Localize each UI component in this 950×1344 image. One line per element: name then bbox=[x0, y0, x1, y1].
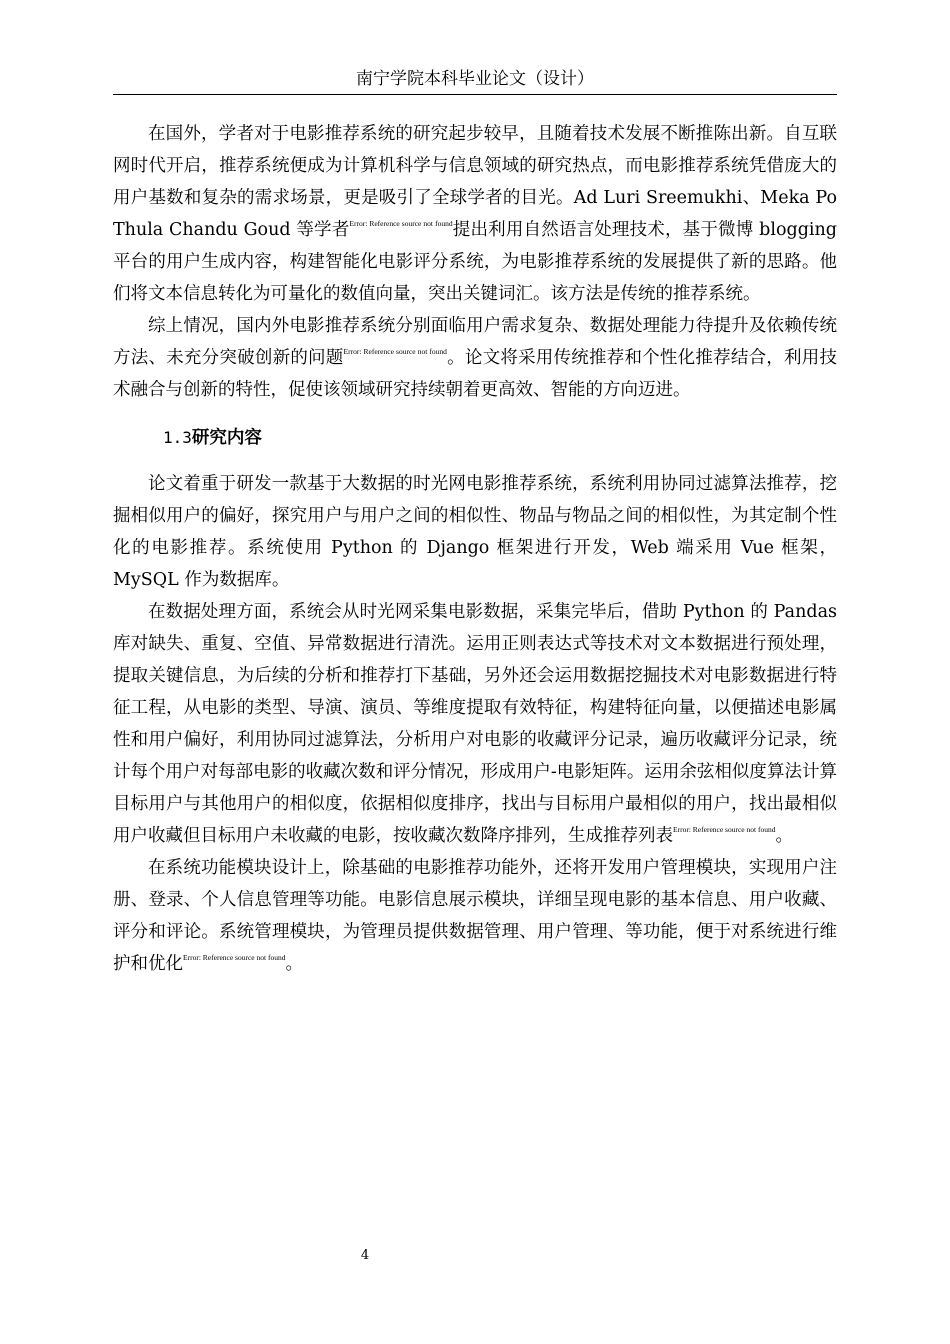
reference-error: Error: Reference source not found bbox=[349, 219, 453, 228]
paragraph-research-content bbox=[113, 468, 837, 596]
page-number: 4 bbox=[360, 1248, 370, 1263]
paragraph-foreign-research bbox=[113, 118, 837, 310]
paragraph-summary bbox=[113, 310, 837, 406]
section-heading bbox=[113, 422, 837, 454]
header-title: 南宁学院本科毕业论文（设计） bbox=[356, 69, 594, 89]
paragraph-text: 。 bbox=[775, 826, 793, 846]
section-number: 1.3 bbox=[163, 428, 192, 447]
paragraph-text: 在国外，学者对于电影推荐系统的研究起步较早，且随着技术发展不断推陈出新。自互联网时代开启，推荐系统便成为计算机科学与信息领域的研究热点，而电影推荐系统凭借庞大的用户基数和复杂的需求场景，更是吸引了全球学者的目光。Ad Luri Sreemukhi、Meka Po Thula Chandu Goud 等学者 bbox=[113, 124, 837, 240]
paragraph-text: 在系统功能模块设计上，除基础的电影推荐功能外，还将开发用户管理模块，实现用户注册、登录、个人信息管理等功能。电影信息展示模块，详细呈现电影的基本信息、用户收藏、评分和评论。系统管理模块，为管理员提供数据管理、用户管理、等功能，便于对系统进行维护和优化 bbox=[113, 858, 837, 974]
paragraph-text: 提出利用自然语言处理技术，基于微博 blogging 平台的用户生成内容，构建智能化电影评分系统，为电影推荐系统的发展提供了新的思路。他们将文本信息转化为可量化的数值向量，突出关键词汇。该方法是传统的推荐系统。 bbox=[113, 220, 837, 304]
paragraph-text: 在数据处理方面，系统会从时光网采集电影数据，采集完毕后，借助 Python 的 Pandas 库对缺失、重复、空值、异常数据进行清洗。运用正则表达式等技术对文本数据进行预处理，提取关键信息，为后续的分析和推荐打下基础，另外还会运用数据挖掘技术对电影数据进行特征工程，从电影的类型、导演、演员、等维度提取有效特征，构建特征向量，以便描述电影属性和用户偏好，利用协同过滤算法，分析用户对电影的收藏评分记录，遍历收藏评分记录，统计每个用户对每部电影的收藏次数和评分情况，形成用户-电影矩阵。运用余弦相似度算法计算目标用户与其他用户的相似度，依据相似度排序，找出与目标用户最相似的用户，找出最相似用户收藏但目标用户未收藏的电影，按收藏次数降序排列，生成推荐列表 bbox=[113, 602, 837, 846]
document-body bbox=[113, 118, 837, 980]
page-header bbox=[113, 64, 837, 95]
reference-error: Error: Reference source not found bbox=[673, 825, 776, 834]
paragraph-text: 综上情况，国内外电影推荐系统分别面临用户需求复杂、数据处理能力待提升及依赖传统方法、未充分突破创新的问题 bbox=[113, 316, 837, 368]
reference-error: Error: Reference source not found bbox=[183, 953, 286, 962]
paragraph-text: 论文着重于研发一款基于大数据的时光网电影推荐系统，系统利用协同过滤算法推荐，挖掘相似用户的偏好，探究用户与用户之间的相似性、物品与物品之间的相似性，为其定制个性化的电影推荐。系统使用 Python 的 Django 框架进行开发，Web 端采用 Vue 框架，MySQL 作为数据库。 bbox=[113, 474, 837, 590]
paragraph-data-processing bbox=[113, 596, 837, 852]
paragraph-text: 。论文将采用传统推荐和个性化推荐结合，利用技术融合与创新的特性，促使该领域研究持续朝着更高效、智能的方向迈进。 bbox=[113, 348, 837, 400]
section-title: 研究内容 bbox=[191, 428, 262, 448]
reference-error: Error: Reference source not found bbox=[343, 347, 447, 356]
paragraph-modules bbox=[113, 852, 837, 980]
paragraph-text: 。 bbox=[285, 954, 303, 974]
